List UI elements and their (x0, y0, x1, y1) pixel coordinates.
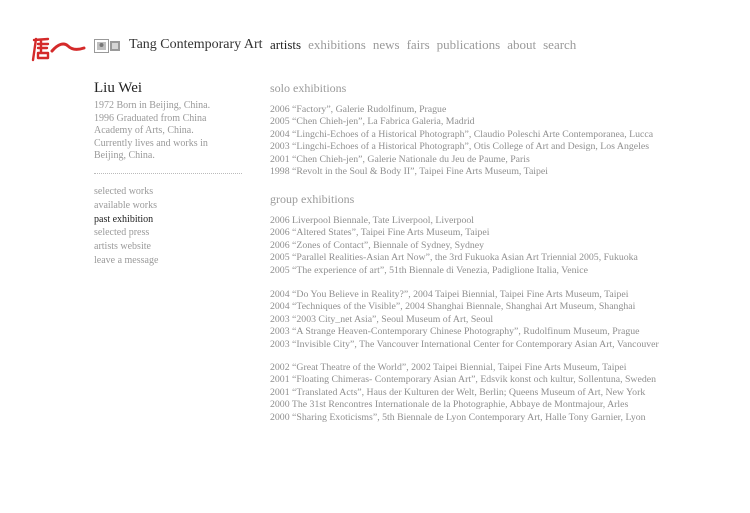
list-item: 2004 “Do You Believe in Reality?”, 2004 Taipei Biennial, Taipei Fine Arts Museum, Taipei (270, 289, 629, 300)
nav-artists[interactable]: artists (270, 37, 302, 52)
list-item: 2000 The 31st Rencontres Internationale de la Photographie, Abbaye de Montmajour, Arles (270, 399, 629, 411)
group-exhibitions-block-2002 (270, 362, 740, 424)
sidebar-item-available-works[interactable]: available works (94, 199, 158, 211)
list-item: 2001 “Chen Chieh-jen”, Galerie Nationale du Jeu de Paume, Paris (270, 153, 530, 165)
bio-line: Academy of Arts, China. (94, 125, 194, 137)
list-item: 2005 “The experience of art”, 51th Biennale di Venezia, Padiglione Italia, Venice (270, 264, 588, 276)
sidebar-item-selected-works[interactable]: selected works (94, 186, 154, 197)
group-exhibitions-block-2004 (270, 289, 740, 351)
list-item: 2006 Liverpool Biennale, Tate Liverpool, Liverpool (270, 215, 474, 226)
list-item: 2003 “Lingchi-Echoes of a Historical Photograph”, Otis College of Art and Design, Los Angeles (270, 141, 650, 153)
artist-name: Liu Wei (94, 80, 143, 96)
bio-line: 1972 Born in Beijing, China. (94, 100, 211, 111)
sidebar-divider (94, 173, 242, 174)
sidebar-item-leave-a-message[interactable]: leave a message (94, 254, 159, 266)
list-item: 2003 “2003 City_net Asia”, Seoul Museum of Art, Seoul (270, 313, 494, 325)
gallery-thumbnail-icon[interactable] (94, 39, 122, 53)
list-item: 2003 “A Strange Heaven-Contemporary Chinese Photography”, Rudolfinum Museum, Prague (270, 326, 640, 338)
nav-search[interactable]: search (543, 37, 577, 52)
list-item: 2006 “Zones of Contact”, Biennale of Sydney, Sydney (270, 239, 485, 251)
solo-exhibitions-heading: solo exhibitions (270, 81, 347, 95)
list-item: 2006 “Altered States”, Taipei Fine Arts Museum, Taipei (270, 227, 490, 239)
group-exhibitions-heading: group exhibitions (270, 192, 355, 206)
sidebar-item-artists-website[interactable]: artists website (94, 241, 151, 253)
list-item: 1998 “Revolt in the Soul & Body II”, Taipei Fine Arts Museum, Taipei (270, 166, 548, 178)
sidebar-item-past-exhibition[interactable]: past exhibition (94, 213, 154, 225)
list-item: 2005 “Parallel Realities-Asian Art Now”, the 3rd Fukuoka Asian Art Triennial 2005, Fukuoka (270, 252, 638, 264)
nav-news[interactable]: news (372, 37, 400, 52)
tang-logo-icon[interactable] (28, 36, 86, 62)
group-exhibitions-block-2006 (270, 215, 740, 277)
nav-fairs[interactable]: fairs (406, 37, 430, 52)
artist-bio (94, 100, 244, 163)
nav-exhibitions[interactable]: exhibitions (308, 37, 366, 52)
list-item: 2002 “Great Theatre of the World”, 2002 Taipei Biennial, Taipei Fine Arts Museum, Taipei (270, 362, 627, 373)
list-item: 2004 “Lingchi-Echoes of a Historical Photograph”, Claudio Poleschi Arte Contemporanea, Lucca (270, 128, 654, 140)
bio-line: 1996 Graduated from China (94, 112, 207, 124)
list-item: 2006 “Factory”, Galerie Rudolfinum, Prague (270, 104, 447, 115)
list-item: 2005 “Chen Chieh-jen”, La Fabrica Galeria, Madrid (270, 116, 475, 128)
artist-sidebar-nav (94, 185, 158, 268)
list-item: 2004 “Techniques of the Visible”, 2004 Shanghai Biennale, Shanghai Art Museum, Shanghai (270, 301, 636, 313)
nav-about[interactable]: about (507, 37, 537, 52)
solo-exhibitions-list (270, 104, 740, 178)
list-item: 2001 “Translated Acts”, Haus der Kulturen der Welt, Berlin; Queens Museum of Art, New York (270, 386, 646, 398)
list-item: 2000 “Sharing Exoticisms”, 5th Biennale de Lyon Contemporary Art, Halle Tony Garnier, Lyon (270, 411, 646, 423)
list-item: 2001 “Floating Chimeras- Contemporary Asian Art”, Edsvik konst och kultur, Sollentuna, Sweden (270, 374, 656, 386)
bio-line: Currently lives and works in (94, 137, 208, 149)
bio-line: Beijing, China. (94, 150, 155, 162)
list-item: 2003 “Invisible City”, The Vancouver International Center for Contemporary Asian Art, Vancouver (270, 338, 659, 350)
top-nav (270, 37, 576, 53)
sidebar-item-selected-press[interactable]: selected press (94, 227, 150, 239)
nav-publications[interactable]: publications (436, 37, 501, 52)
site-title[interactable]: Tang Contemporary Art (129, 37, 263, 52)
